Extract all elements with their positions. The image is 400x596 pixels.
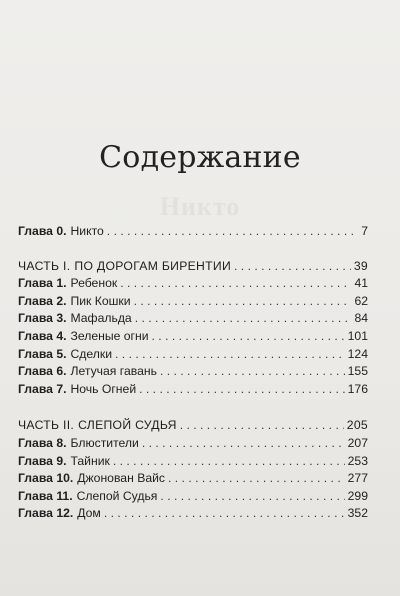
toc-entry-chapter-2	[18, 294, 368, 312]
table-of-contents	[18, 224, 368, 524]
dot-leader	[113, 454, 345, 468]
part-number: ЧАСТЬ I.	[18, 258, 71, 273]
dot-leader	[107, 224, 358, 238]
chapter-title: Блюстители	[70, 435, 139, 450]
chapter-title: Ребенок	[70, 276, 118, 291]
part-number: ЧАСТЬ II.	[18, 418, 75, 433]
page-number: 277	[347, 471, 368, 486]
toc-entry-part-2	[18, 418, 368, 436]
chapter-title: Летучая гавань	[70, 364, 157, 379]
bleed-through-text	[0, 192, 400, 222]
chapter-number: Глава 2.	[18, 293, 67, 308]
page-number: 352	[347, 506, 368, 521]
chapter-title: Пик Кошки	[70, 293, 131, 308]
chapter-number: Глава 1.	[18, 276, 67, 291]
dot-leader	[160, 364, 345, 378]
dot-leader	[139, 382, 345, 396]
chapter-number: Глава 7.	[18, 381, 67, 396]
chapter-number: Глава 5.	[18, 346, 67, 361]
chapter-number: Глава 0.	[18, 224, 67, 238]
dot-leader	[134, 294, 352, 308]
page-number: 101	[347, 328, 368, 343]
chapter-title: Тайник	[70, 453, 110, 468]
toc-entry-chapter-3	[18, 311, 368, 329]
page-number: 176	[347, 381, 368, 396]
page-number: 39	[353, 258, 368, 273]
dot-leader	[115, 347, 345, 361]
page-title: Содержание	[99, 140, 301, 175]
dot-leader	[104, 506, 345, 520]
chapter-number: Глава 12.	[18, 506, 74, 521]
page-number: 299	[347, 488, 368, 503]
page-number: 124	[347, 346, 368, 361]
chapter-number: Глава 11.	[18, 488, 73, 503]
toc-entry-chapter-10	[18, 471, 368, 489]
chapter-title: Дом	[77, 506, 101, 521]
chapter-number: Глава 4.	[18, 328, 67, 343]
dot-leader	[180, 418, 344, 432]
chapter-title: Мафальда	[70, 311, 132, 326]
toc-entry-chapter-0	[18, 224, 368, 242]
toc-entry-chapter-7	[18, 382, 368, 400]
page-number: 7	[361, 224, 368, 238]
page-number: 253	[347, 453, 368, 468]
toc-entry-chapter-8	[18, 436, 368, 454]
page-number: 205	[346, 418, 368, 433]
page-number: 41	[354, 276, 368, 291]
chapter-title: Слепой Судья	[76, 488, 158, 503]
page-number: 207	[347, 435, 368, 450]
chapter-number: Глава 8.	[18, 435, 67, 450]
chapter-title: Никто	[70, 224, 104, 238]
toc-entry-chapter-4	[18, 329, 368, 347]
dot-leader	[234, 259, 351, 273]
chapter-title: Зеленые огни	[70, 328, 149, 343]
page-number: 155	[347, 364, 368, 379]
toc-entry-part-1	[18, 259, 368, 277]
part-title: СЛЕПОЙ СУДЬЯ	[78, 418, 177, 433]
dot-leader	[120, 276, 351, 290]
page-number: 84	[354, 311, 368, 326]
chapter-title: Ночь Огней	[70, 381, 137, 396]
toc-entry-chapter-9	[18, 454, 368, 472]
page-number: 62	[354, 293, 368, 308]
chapter-number: Глава 9.	[18, 453, 67, 468]
toc-entry-chapter-5	[18, 347, 368, 365]
toc-entry-chapter-11	[18, 489, 368, 507]
dot-leader	[168, 471, 345, 485]
chapter-number: Глава 10.	[18, 471, 74, 486]
toc-entry-chapter-1	[18, 276, 368, 294]
toc-entry-chapter-12	[18, 506, 368, 524]
chapter-title: Джонован Вайс	[77, 471, 166, 486]
chapter-title: Сделки	[70, 346, 113, 361]
dot-leader	[135, 311, 352, 325]
chapter-number: Глава 6.	[18, 364, 67, 379]
dot-leader	[152, 329, 345, 343]
dot-leader	[142, 436, 345, 450]
chapter-number: Глава 3.	[18, 311, 67, 326]
part-title: ПО ДОРОГАМ БИРЕНТИИ	[74, 258, 232, 273]
toc-entry-chapter-6	[18, 364, 368, 382]
dot-leader	[160, 489, 344, 503]
